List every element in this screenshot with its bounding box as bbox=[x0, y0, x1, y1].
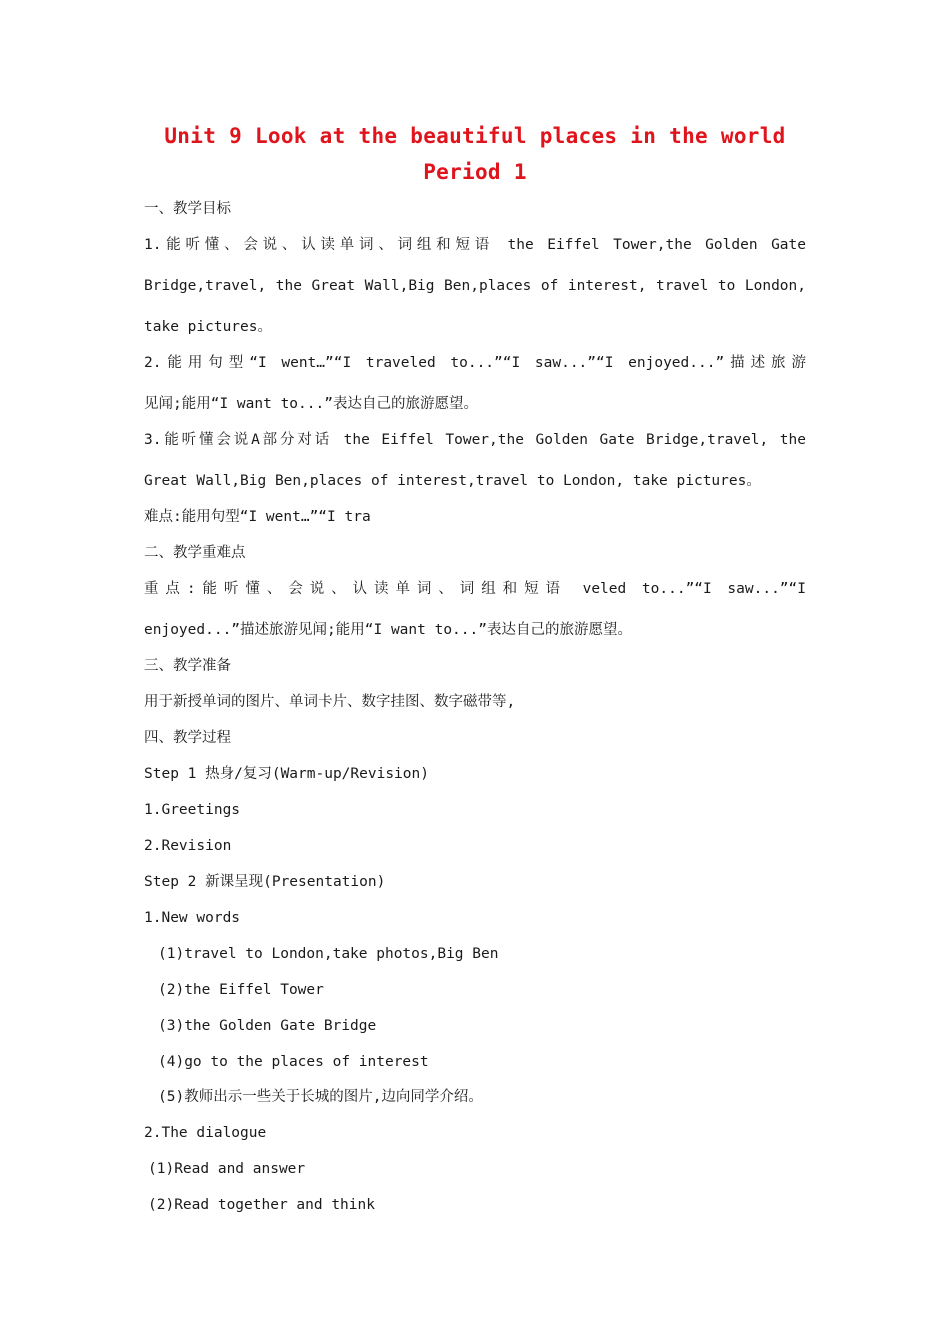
section-heading-preparation: 三、教学准备 bbox=[144, 658, 231, 674]
dialogue-item-1: (1)Read and answer bbox=[148, 1161, 306, 1177]
objective-1-line-2: Bridge,travel, the Great Wall,Big Ben,places of interest, travel to London, bbox=[144, 278, 806, 294]
section-heading-objectives: 一、教学目标 bbox=[144, 201, 231, 217]
step-2-heading: Step 2 新课呈现(Presentation) bbox=[144, 874, 386, 890]
new-word-item-2: (2)the Eiffel Tower bbox=[158, 982, 324, 998]
new-word-item-3: (3)the Golden Gate Bridge bbox=[158, 1018, 377, 1034]
new-word-item-1: (1)travel to London,take photos,Big Ben bbox=[158, 946, 499, 962]
step-2-item-dialogue: 2.The dialogue bbox=[144, 1125, 267, 1141]
difficulty-line: 难点:能用句型“I went…”“I tra bbox=[144, 509, 371, 525]
key-point-line-2: enjoyed...”描述旅游见闻;能用“I want to...”表达自己的旅游愿望。 bbox=[144, 622, 632, 638]
step-1-item-greetings: 1.Greetings bbox=[144, 802, 241, 818]
step-1-item-revision: 2.Revision bbox=[144, 838, 232, 854]
objective-1-line-1: 1.能听懂、会说、认读单词、词组和短语 the Eiffel Tower,the Golden Gate bbox=[144, 237, 806, 253]
objective-3-line-1: 3.能听懂会说A部分对话 the Eiffel Tower,the Golden Gate Bridge,travel, the bbox=[144, 432, 806, 448]
section-heading-key-points: 二、教学重难点 bbox=[144, 545, 246, 561]
objective-1-line-3: take pictures。 bbox=[144, 319, 272, 335]
step-2-item-new-words: 1.New words bbox=[144, 910, 241, 926]
dialogue-item-2: (2)Read together and think bbox=[148, 1197, 375, 1213]
key-point-line-1: 重点:能听懂、会说、认读单词、词组和短语 veled to...”“I saw...”“I bbox=[144, 581, 806, 597]
objective-2-line-1: 2.能用句型“I went…”“I traveled to...”“I saw...”“I enjoyed...”描述旅游 bbox=[144, 355, 806, 371]
preparation-line: 用于新授单词的图片、单词卡片、数字挂图、数字磁带等, bbox=[144, 694, 516, 710]
objective-3-line-2: Great Wall,Big Ben,places of interest,travel to London, take pictures。 bbox=[144, 473, 761, 489]
new-word-item-4: (4)go to the places of interest bbox=[158, 1054, 429, 1070]
new-word-item-5: (5)教师出示一些关于长城的图片,边向同学介绍。 bbox=[158, 1089, 483, 1105]
objective-2-line-2: 见闻;能用“I want to...”表达自己的旅游愿望。 bbox=[144, 396, 478, 412]
document-title: Unit 9 Look at the beautiful places in the world bbox=[164, 124, 786, 148]
section-heading-process: 四、教学过程 bbox=[144, 730, 231, 746]
document-subtitle: Period 1 bbox=[423, 160, 527, 184]
step-1-heading: Step 1 热身/复习(Warm-up/Revision) bbox=[144, 766, 429, 782]
